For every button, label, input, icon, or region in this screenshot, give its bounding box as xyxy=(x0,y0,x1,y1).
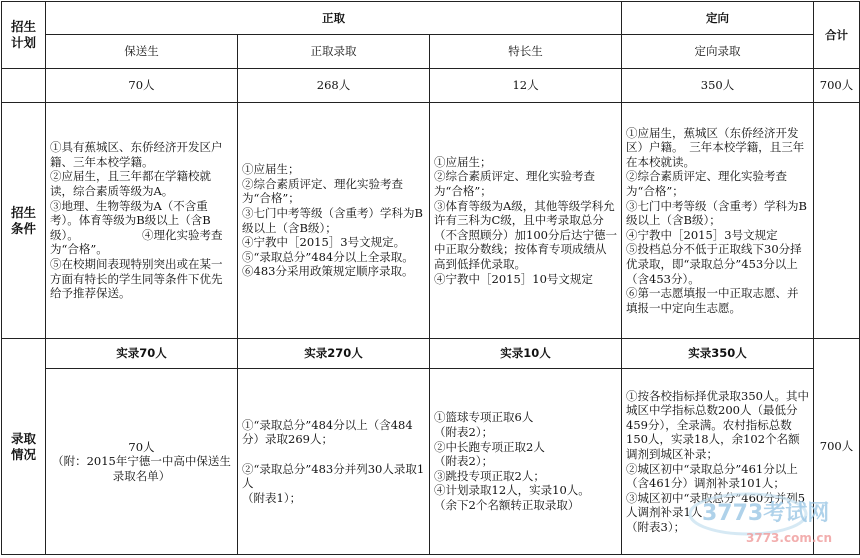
conditions-total-blank xyxy=(814,103,860,339)
plan-count-total: 700人 xyxy=(814,69,860,103)
watermark-url-text: 3773.com.cn xyxy=(746,531,833,545)
row-label-admission: 录取情况 xyxy=(2,339,46,555)
plan-count-zhengqu: 268人 xyxy=(238,69,430,103)
conditions-baosong: ①具有蕉城区、东侨经济开发区户籍、三年本校学籍。 ②应届生，且三年都在学籍校就读，综合素质等级为A。 ③地理、生物等级为A（不含重考）。体育等级为B级以上（含B级）。 ④理化实验考查为“合格”。 ⑤在校期间表现特别突出或在某一方面有特长的学生同等条件下优先给予推荐保送。 xyxy=(46,103,238,339)
watermark-logo-text: 3773考试网 xyxy=(702,501,830,526)
plan-count-row xyxy=(2,69,860,103)
plan-count-blank xyxy=(2,69,46,103)
admission-techang: ①篮球专项正取6人 （附表2）； ②中长跑专项正取2人 （附表2）； ③跳投专项正取2人； ④计划录取12人，实录10人。 （余下2个名额转正取录取） xyxy=(430,369,622,555)
group-total: 合计 xyxy=(814,2,860,69)
actual-count-baosong: 实录70人 xyxy=(46,339,238,369)
category-dingxiang-luqu: 定向录取 xyxy=(622,35,814,69)
header-row-groups xyxy=(2,2,860,35)
group-zhengqu: 正取 xyxy=(46,2,622,35)
conditions-techang: ①应届生； ②综合素质评定、理化实验考查为“合格”； ③体育等级为A级，其他等级学科允许有三科为C级，且中考录取总分（不含照顾分）加100分后达宁德一中正取分数线；按体育专项成绩从高到低择优录取。 ④宁教中［2015］10号文规定 xyxy=(430,103,622,339)
header-row-categories xyxy=(2,35,860,69)
category-baosong: 保送生 xyxy=(46,35,238,69)
admission-total: 700人 xyxy=(814,339,860,555)
conditions-row xyxy=(2,103,860,339)
conditions-dingxiang: ①应届生，蕉城区（东侨经济开发区）户籍。 三年本校学籍，且三年在本校就读。 ②综合素质评定、理化实验考查为“合格”； ③七门中考等级（含重考）学科为B级以上（含B级）； ④宁教中［2015］3号文规定 ⑤投档总分不低于正取线下30分择优录取，即“录取总分”453分以上（含453分）。 ⑥第一志愿填报一中正取志愿、并填报一中定向生志愿。 xyxy=(622,103,814,339)
admission-table xyxy=(1,1,860,555)
plan-count-dingxiang: 350人 xyxy=(622,69,814,103)
row-label-conditions: 招生条件 xyxy=(2,103,46,339)
actual-count-zhengqu: 实录270人 xyxy=(238,339,430,369)
admission-zhengqu: ①“录取总分”484分以上（含484分）录取269人； ②“录取总分”483分并列30人录取1人 （附表1）； xyxy=(238,369,430,555)
plan-count-baosong: 70人 xyxy=(46,69,238,103)
group-dingxiang: 定向 xyxy=(622,2,814,35)
category-techang: 特长生 xyxy=(430,35,622,69)
admission-detail-row xyxy=(2,369,860,555)
actual-count-row xyxy=(2,339,860,369)
conditions-zhengqu: ①应届生； ②综合素质评定、理化实验考查为“合格”； ③七门中考等级（含重考）学科为B级以上（含B级）； ④宁教中［2015］3号文规定。 ⑤“录取总分”484分以上全录取。 ⑥483分采用政策规定顺序录取。 xyxy=(238,103,430,339)
actual-count-dingxiang: 实录350人 xyxy=(622,339,814,369)
admission-baosong: 70人 （附：2015年宁德一中高中保送生录取名单） xyxy=(46,369,238,555)
row-label-plan: 招生计划 xyxy=(2,2,46,69)
admission-dingxiang: ①按各校指标择优录取350人。其中城区中学指标总数200人（最低分459分），全录满。农村指标总数150人，实录18人，余102个名额调剂到城区补录； ②城区初中“录取总分”461分以上（含461分）调剂补录101人； ③城区初中“录取总分”460分并列5人调剂补录1人 （附表3）； xyxy=(622,369,814,555)
actual-count-techang: 实录10人 xyxy=(430,339,622,369)
plan-count-techang: 12人 xyxy=(430,69,622,103)
category-zhengqu-luqu: 正取录取 xyxy=(238,35,430,69)
